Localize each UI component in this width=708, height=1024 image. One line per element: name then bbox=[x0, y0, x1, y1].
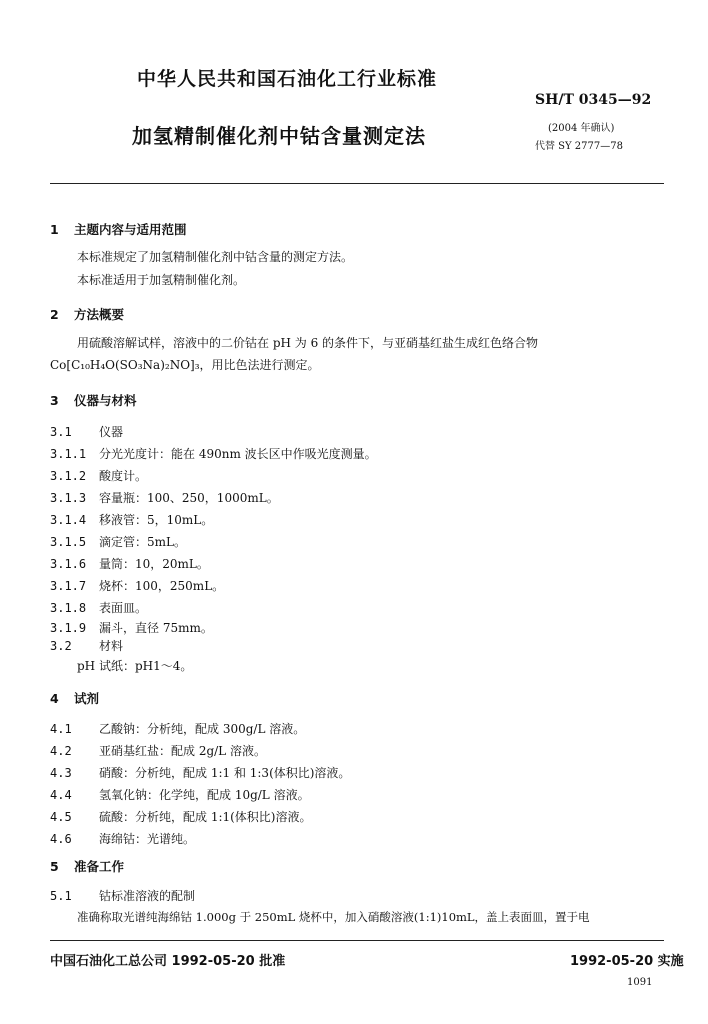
list-item bbox=[50, 577, 224, 594]
item-number: 4.1 bbox=[50, 722, 72, 736]
list-item bbox=[50, 619, 213, 636]
page-number: 1091 bbox=[627, 977, 653, 988]
materials-note: pH 试纸：pH1～4。 bbox=[77, 659, 193, 673]
list-item bbox=[50, 887, 195, 904]
confirmation-note: (2004 年确认) bbox=[548, 123, 615, 134]
item-text: 烧杯：100，250mL。 bbox=[99, 579, 225, 593]
item-text: 仪器 bbox=[99, 425, 124, 439]
footer-rule bbox=[50, 940, 664, 941]
item-number: 3.1.5 bbox=[50, 535, 87, 549]
item-number: 5.1 bbox=[50, 889, 72, 903]
list-item bbox=[50, 511, 213, 528]
replaces-note: 代替 SY 2777—78 bbox=[535, 141, 623, 152]
document-title: 加氢精制催化剂中钴含量测定法 bbox=[132, 124, 426, 148]
item-text: 硫酸：分析纯，配成 1:1(体积比)溶液。 bbox=[99, 810, 312, 824]
list-item bbox=[50, 599, 147, 616]
item-text: 材料 bbox=[99, 639, 124, 653]
list-item bbox=[50, 764, 350, 781]
item-text: 移液管：5，10mL。 bbox=[99, 513, 214, 527]
item-number: 3.1.3 bbox=[50, 491, 87, 505]
item-text: 硝酸：分析纯，配成 1:1 和 1:3(体积比)溶液。 bbox=[99, 766, 351, 780]
list-item bbox=[50, 423, 123, 440]
section-title: 方法概要 bbox=[74, 307, 125, 322]
item-text: 分光光度计：能在 490nm 波长区中作吸光度测量。 bbox=[99, 447, 377, 461]
item-number: 3.1.4 bbox=[50, 513, 87, 527]
section-3-heading bbox=[50, 391, 137, 409]
list-item bbox=[50, 467, 147, 484]
item-number: 4.2 bbox=[50, 744, 72, 758]
section-1-heading bbox=[50, 220, 187, 238]
section-2-paragraph: 用硫酸溶解试样，溶液中的二价钴在 pH 为 6 的条件下，与亚硝基红盐生成红色络合物 bbox=[77, 336, 539, 350]
list-item bbox=[50, 720, 305, 737]
list-item bbox=[50, 637, 123, 654]
item-text: 容量瓶：100、250，1000mL。 bbox=[99, 491, 279, 505]
approval-line: 中国石油化工总公司 1992-05-20 批准 bbox=[50, 954, 286, 969]
item-number: 3.1 bbox=[50, 425, 72, 439]
item-text: 氢氧化钠：化学纯，配成 10g/L 溶液。 bbox=[99, 788, 310, 802]
implementation-date: 1992-05-20 实施 bbox=[570, 954, 684, 969]
section-5-heading bbox=[50, 857, 124, 875]
item-number: 4.5 bbox=[50, 810, 72, 824]
section-title: 仪器与材料 bbox=[74, 393, 137, 408]
item-text: 滴定管：5mL。 bbox=[99, 535, 186, 549]
list-item bbox=[50, 742, 266, 759]
section-1-paragraph: 本标准适用于加氢精制催化剂。 bbox=[77, 273, 246, 287]
section-title: 主题内容与适用范围 bbox=[74, 222, 187, 237]
section-number: 2 bbox=[50, 307, 59, 322]
section-5-paragraph: 准确称取光谱纯海绵钴 1.000g 于 250mL 烧杯中，加入硝酸溶液(1:1)10mL，盖上表面皿，置于电 bbox=[77, 910, 590, 924]
item-text: 海绵钴：光谱纯。 bbox=[99, 832, 196, 846]
list-item bbox=[50, 786, 310, 803]
item-number: 4.3 bbox=[50, 766, 72, 780]
item-number: 3.1.2 bbox=[50, 469, 87, 483]
item-text: 钴标准溶液的配制 bbox=[99, 889, 196, 903]
item-text: 乙酸钠：分析纯，配成 300g/L 溶液。 bbox=[99, 722, 306, 736]
list-item bbox=[50, 533, 186, 550]
list-item bbox=[50, 830, 195, 847]
section-1-paragraph: 本标准规定了加氢精制催化剂中钴含量的测定方法。 bbox=[77, 250, 354, 264]
item-number: 3.1.8 bbox=[50, 601, 87, 615]
section-number: 3 bbox=[50, 393, 59, 408]
header-rule bbox=[50, 183, 664, 184]
item-number: 3.2 bbox=[50, 639, 72, 653]
list-item bbox=[50, 489, 279, 506]
item-number: 4.4 bbox=[50, 788, 72, 802]
item-number: 4.6 bbox=[50, 832, 72, 846]
section-title: 准备工作 bbox=[74, 859, 125, 874]
list-item bbox=[50, 555, 209, 572]
item-number: 3.1.6 bbox=[50, 557, 87, 571]
item-number: 3.1.1 bbox=[50, 447, 87, 461]
section-2-paragraph: Co[C₁₀H₄O(SO₃Na)₂NO]₃，用比色法进行测定。 bbox=[50, 358, 320, 372]
item-text: 表面皿。 bbox=[99, 601, 148, 615]
item-text: 酸度计。 bbox=[99, 469, 148, 483]
section-2-heading bbox=[50, 305, 124, 323]
list-item bbox=[50, 445, 377, 462]
item-text: 亚硝基红盐：配成 2g/L 溶液。 bbox=[99, 744, 266, 758]
issuing-organization: 中华人民共和国石油化工行业标准 bbox=[137, 68, 438, 90]
section-number: 1 bbox=[50, 222, 59, 237]
item-text: 漏斗，直径 75mm。 bbox=[99, 621, 213, 635]
list-item bbox=[50, 808, 312, 825]
item-number: 3.1.7 bbox=[50, 579, 87, 593]
section-title: 试剂 bbox=[74, 691, 100, 706]
section-number: 5 bbox=[50, 859, 59, 874]
section-4-heading bbox=[50, 689, 99, 707]
item-number: 3.1.9 bbox=[50, 621, 87, 635]
item-text: 量筒：10，20mL。 bbox=[99, 557, 209, 571]
standard-number: SH/T 0345—92 bbox=[535, 92, 652, 108]
section-number: 4 bbox=[50, 691, 59, 706]
